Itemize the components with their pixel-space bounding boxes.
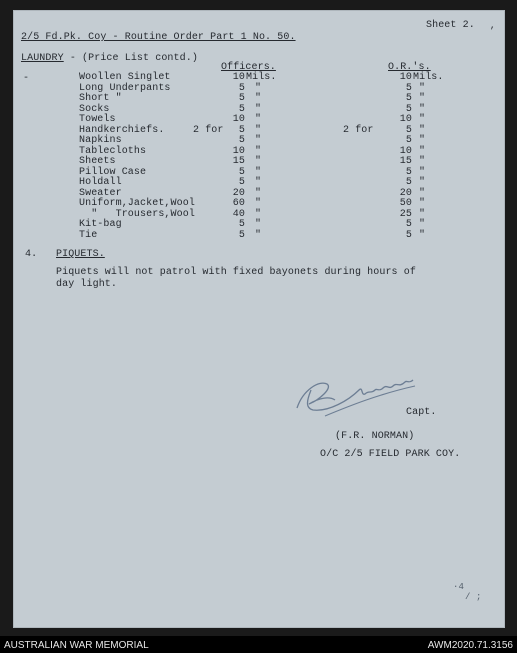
ors-price: 25 <box>399 208 412 220</box>
ors-unit: " <box>419 93 426 104</box>
item-name: Sheets <box>79 156 116 167</box>
ors-price: 10 <box>399 114 412 125</box>
officers-price: 5 <box>238 124 245 136</box>
item-name: Short " <box>79 93 122 104</box>
ors-unit: " <box>419 135 426 146</box>
ors-unit: " <box>419 124 426 136</box>
ors-price: 10 <box>399 145 412 157</box>
ors-unit: " <box>419 219 426 230</box>
ors-unit: " <box>419 82 426 94</box>
pencil-mark: ·4 <box>453 582 465 592</box>
officers-price: 40 <box>232 208 245 220</box>
officers-unit: " <box>255 166 262 178</box>
column-officers: Officers. <box>221 62 276 73</box>
ors-unit: " <box>419 208 426 220</box>
table-row <box>13 157 505 167</box>
ors-unit: " <box>419 229 426 241</box>
piquets-title: PIQUETS. <box>56 249 105 260</box>
laundry-heading <box>21 54 198 64</box>
officers-unit: " <box>255 145 262 157</box>
officers-price: 5 <box>238 103 245 115</box>
ors-unit: " <box>419 103 426 115</box>
laundry-title: LAUNDRY <box>21 53 64 64</box>
ors-unit: " <box>419 198 426 209</box>
officers-price: 20 <box>232 187 245 199</box>
item-name: " Trousers,Wool <box>79 208 195 220</box>
signatory-office: O/C 2/5 FIELD PARK COY. <box>320 449 461 460</box>
signatory-name: (F.R. NORMAN) <box>335 431 415 442</box>
pencil-mark-2: / ; <box>465 592 482 602</box>
tick-mark: , <box>490 21 496 31</box>
footer-institution: AUSTRALIAN WAR MEMORIAL <box>4 640 149 651</box>
table-row <box>13 126 505 136</box>
ors-price: 20 <box>399 187 412 199</box>
ors-price: 5 <box>405 177 412 188</box>
officers-price: 5 <box>238 135 245 146</box>
table-row <box>13 147 505 157</box>
item-name: Handkerchiefs. <box>79 124 165 136</box>
item-name: Holdall <box>79 177 122 188</box>
table-row <box>13 178 505 188</box>
officers-unit: " <box>255 187 262 199</box>
ors-unit: " <box>419 114 426 125</box>
officers-unit: Mils. <box>246 72 277 83</box>
officers-unit: " <box>255 93 262 104</box>
section-number: 4. <box>25 249 38 260</box>
piquets-line-1: Piquets will not patrol with fixed bayonets during hours of <box>56 267 416 278</box>
ors-price: 5 <box>405 135 412 146</box>
officers-price: 60 <box>232 198 245 209</box>
officers-price: 5 <box>238 82 245 94</box>
table-row <box>13 189 505 199</box>
officers-unit: " <box>255 124 262 136</box>
table-row <box>13 84 505 94</box>
ors-price: 5 <box>405 219 412 230</box>
officers-price: 5 <box>238 166 245 178</box>
officers-price: 10 <box>232 114 245 125</box>
officers-price: 15 <box>232 156 245 167</box>
ors-price: 5 <box>405 124 412 136</box>
ors-unit: " <box>419 166 426 178</box>
officers-unit: " <box>255 208 262 220</box>
laundry-subtitle: - (Price List contd.) <box>63 53 198 64</box>
item-name: Tablecloths <box>79 145 147 157</box>
ors-unit: Mils. <box>413 72 444 83</box>
item-name: Kit-bag <box>79 219 122 230</box>
officers-unit: " <box>255 156 262 167</box>
ors-price: 5 <box>405 166 412 178</box>
item-name: Napkins <box>79 135 122 146</box>
officers-unit: " <box>255 229 262 241</box>
officers-quantity-note: 2 for <box>193 124 224 136</box>
ors-unit: " <box>419 177 426 188</box>
item-name: Pillow Case <box>79 166 147 178</box>
table-row <box>13 231 505 241</box>
ors-price: 15 <box>399 156 412 167</box>
item-name: Uniform,Jacket,Wool <box>79 198 195 209</box>
signature-image <box>289 360 419 420</box>
footer-accession-number: AWM2020.71.3156 <box>427 640 513 651</box>
ors-price: 50 <box>399 198 412 209</box>
ors-quantity-note: 2 for <box>343 124 374 136</box>
officers-price: 10 <box>232 72 245 83</box>
officers-price: 10 <box>232 145 245 157</box>
ors-price: 10 <box>399 72 412 83</box>
ors-price: 5 <box>405 93 412 104</box>
item-name: Woollen Singlet <box>79 72 171 83</box>
margin-mark: - <box>23 73 30 84</box>
table-row <box>13 220 505 230</box>
document-page <box>13 10 505 628</box>
item-name: Tie <box>79 229 98 241</box>
table-row <box>13 199 505 209</box>
officers-unit: " <box>255 219 262 230</box>
table-row <box>13 94 505 104</box>
item-name: Socks <box>79 103 110 115</box>
item-name: Sweater <box>79 187 122 199</box>
table-row <box>13 105 505 115</box>
sheet-label: Sheet 2. <box>426 20 475 31</box>
item-name: Towels <box>79 114 116 125</box>
table-row <box>13 115 505 125</box>
table-row <box>13 210 505 220</box>
officers-unit: " <box>255 135 262 146</box>
table-row <box>13 136 505 146</box>
table-row <box>13 73 505 83</box>
signatory-rank: Capt. <box>406 407 437 418</box>
officers-unit: " <box>255 114 262 125</box>
ors-price: 5 <box>405 82 412 94</box>
officers-price: 5 <box>238 93 245 104</box>
ors-price: 5 <box>405 103 412 115</box>
ors-unit: " <box>419 156 426 167</box>
officers-unit: " <box>255 177 262 188</box>
table-row <box>13 168 505 178</box>
order-header: 2/5 Fd.Pk. Coy - Routine Order Part 1 No. 50. <box>21 32 296 43</box>
piquets-line-2: day light. <box>56 279 118 290</box>
item-name: Long Underpants <box>79 82 171 94</box>
officers-unit: " <box>255 198 262 209</box>
ors-unit: " <box>419 145 426 157</box>
officers-unit: " <box>255 103 262 115</box>
column-ors: O.R.'s. <box>388 62 431 73</box>
ors-unit: " <box>419 187 426 199</box>
ors-price: 5 <box>405 229 412 241</box>
officers-price: 5 <box>238 177 245 188</box>
officers-price: 5 <box>238 229 245 241</box>
officers-unit: " <box>255 82 262 94</box>
officers-price: 5 <box>238 219 245 230</box>
